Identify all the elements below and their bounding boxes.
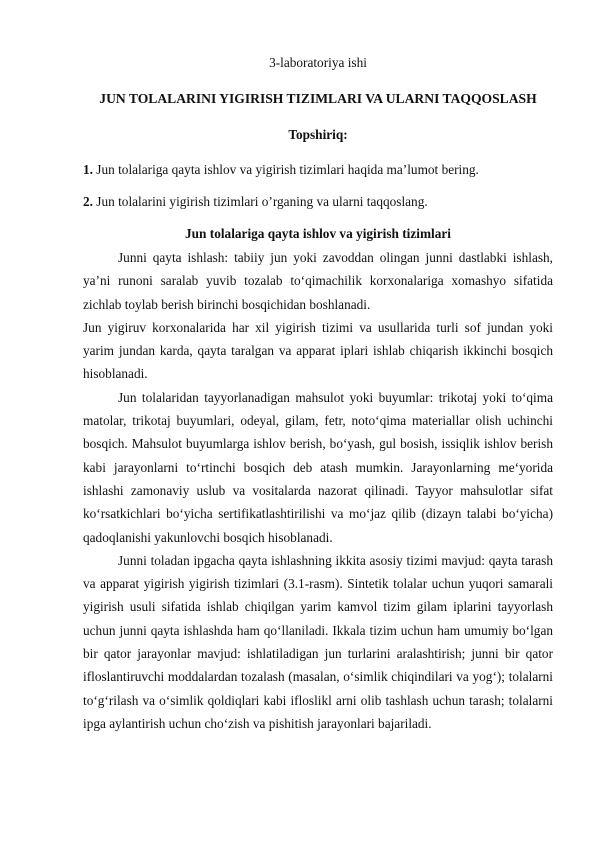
task-heading: Topshiriq: xyxy=(288,127,348,142)
section-heading: Jun tolalariga qayta ishlov va yigirish tizimlari xyxy=(185,226,451,241)
task-item-1 xyxy=(83,161,553,179)
paragraph-4: Junni toladan ipgacha qayta ishlashning ikkita asosiy tizimi mavjud: qayta tarash va apparat yigirish yigirish tizimlari (3.1-rasm). Sintetik tolalar uchun yuqori samarali yigirish usuli sifatida ishlab chiqilgan yarim kamvol tizim gilam iplarini tayyorlash uchun junni qayta ishlashda ham qo‘llaniladi. Ikkala tizim uchun ham umumiy bo‘lgan bir qator jarayonlar mavjud: ishlatiladigan jun turlarini aralashtirish; junni bir qator ifloslantiruvchi moddalardan tozalash (masalan, o‘simlik chiqindilari va yog‘); tolalarni to‘g‘rilash va o‘simlik qoldiqlari kabi ifloslikl arni olib tashlash uchun tarash; tolalarni ipga aylantirish uchun cho‘zish va pishitish jarayonlari bajariladi. xyxy=(83,552,553,731)
document-title: JUN TOLALARINI YIGIRISH TIZIMLARI VA ULARNI TAQQOSLASH xyxy=(99,91,537,106)
paragraph-1: Junni qayta ishlash: tabiiy jun yoki zavoddan olingan junni dastlabki ishlash, ya’ni runoni saralab yuvib tozalab to‘qimachilik korxonalariga xomashyo sifatida zichlab toylab berish birinchi bosqichidan boshlanadi. xyxy=(83,250,553,312)
lab-label: 3-laboratoriya ishi xyxy=(269,55,367,70)
task-text: Jun tolalarini yigirish tizimlari o’rganing va ularni taqqoslang. xyxy=(92,194,428,209)
task-number: 2. xyxy=(83,194,93,209)
task-text: Jun tolalariga qayta ishlov va yigirish tizimlari haqida ma’lumot bering. xyxy=(92,162,479,177)
task-item-2 xyxy=(83,193,553,211)
paragraph-2: Jun yigiruv korxonalarida har xil yigirish tizimi va usullarida turli sof jundan yoki yarim jundan karda, qayta taralgan va apparat iplari ishlab chiqarish ikkinchi bosqich hisoblanadi. xyxy=(83,319,553,382)
paragraph-3: Jun tolalaridan tayyorlanadigan mahsulot yoki buyumlar: trikotaj yoki to‘qima matolar, trikotaj buyumlari, odeyal, gilam, fetr, noto‘qima materiallar olish uchinchi bosqich. Mahsulot buyumlarga ishlov berish, bo‘yash, gul bosish, issiqlik ishlov berish kabi jarayonlarni to‘rtinchi bosqich deb atash mumkin. Jarayonlarning me‘yorida ishlashi zamonaviy uslub va vositalarda nazorat qilinadi. Tayyor mahsulotlar sifat ko‘rsatkichlari bo‘yicha sertifikatlashtirilishi va mo‘jaz qilib (dizayn talabi bo‘yicha) qadoqlanishi yakunlovchi bosqich hisoblanadi. xyxy=(83,389,553,545)
task-number: 1. xyxy=(83,162,93,177)
